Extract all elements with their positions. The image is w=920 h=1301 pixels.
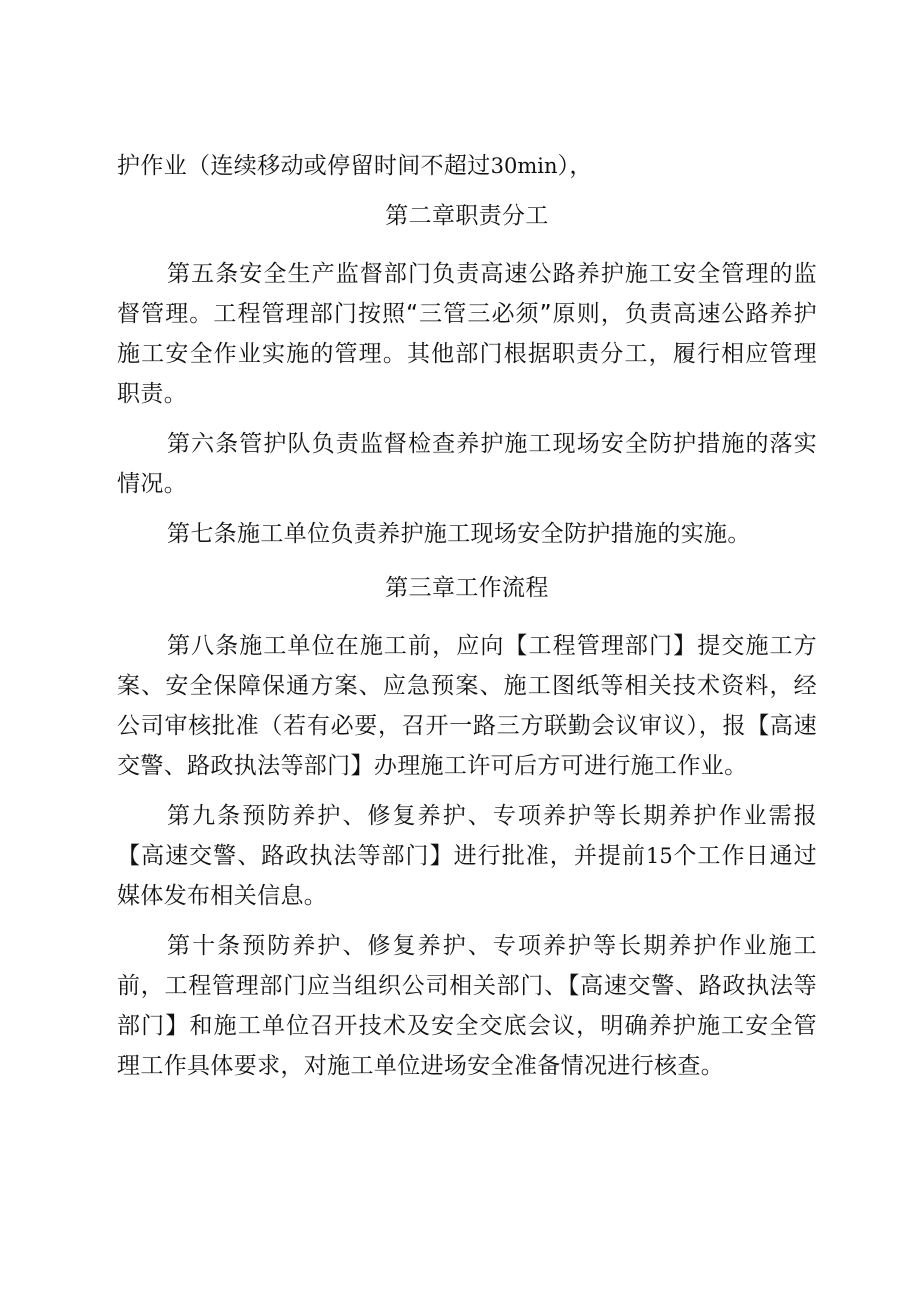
article-7: 第七条施工单位负责养护施工现场安全防护措施的实施。 bbox=[167, 521, 751, 547]
continuation-end: ）， bbox=[557, 153, 593, 179]
continuation-text: 护作业（连续移动或停留时间不超过 bbox=[117, 153, 491, 179]
document-body bbox=[117, 146, 817, 1096]
continuation-paragraph bbox=[117, 146, 817, 186]
article-9-end: 个工作日通过媒体发布相关信息。 bbox=[117, 843, 817, 909]
working-days-value: 15 bbox=[645, 844, 673, 868]
chapter-2-title: 第二章职责分工 bbox=[385, 203, 549, 229]
article-6: 第六条管护队负责监督检查养护施工现场安全防护措施的落实情况。 bbox=[117, 431, 817, 497]
article-9 bbox=[117, 796, 817, 916]
duration-value: 30min bbox=[490, 154, 558, 178]
article-9-text: 第九条预防养护、修复养护、专项养护等长期养护作业需报【高速交警、路政执法等部门】进行批准，并提前 bbox=[117, 803, 817, 869]
chapter-3-title: 第三章工作流程 bbox=[385, 575, 549, 601]
article-8: 第八条施工单位在施工前，应向【工程管理部门】提交施工方案、安全保障保通方案、应急预案、施工图纸等相关技术资料，经公司审核批准（若有必要，召开一路三方联勤会议审议），报【高速交警、路政执法等部门】办理施工许可后方可进行施工作业。 bbox=[117, 633, 817, 779]
article-10: 第十条预防养护、修复养护、专项养护等长期养护作业施工前，工程管理部门应当组织公司相关部门、【高速交警、路政执法等部门】和施工单位召开技术及安全交底会议，明确养护施工安全管理工作具体要求，对施工单位进场安全准备情况进行核查。 bbox=[117, 933, 817, 1079]
article-5: 第五条安全生产监督部门负责高速公路养护施工安全管理的监督管理。工程管理部门按照“三管三必须”原则，负责高速公路养护施工安全作业实施的管理。其他部门根据职责分工，履行相应管理职责。 bbox=[117, 261, 817, 407]
